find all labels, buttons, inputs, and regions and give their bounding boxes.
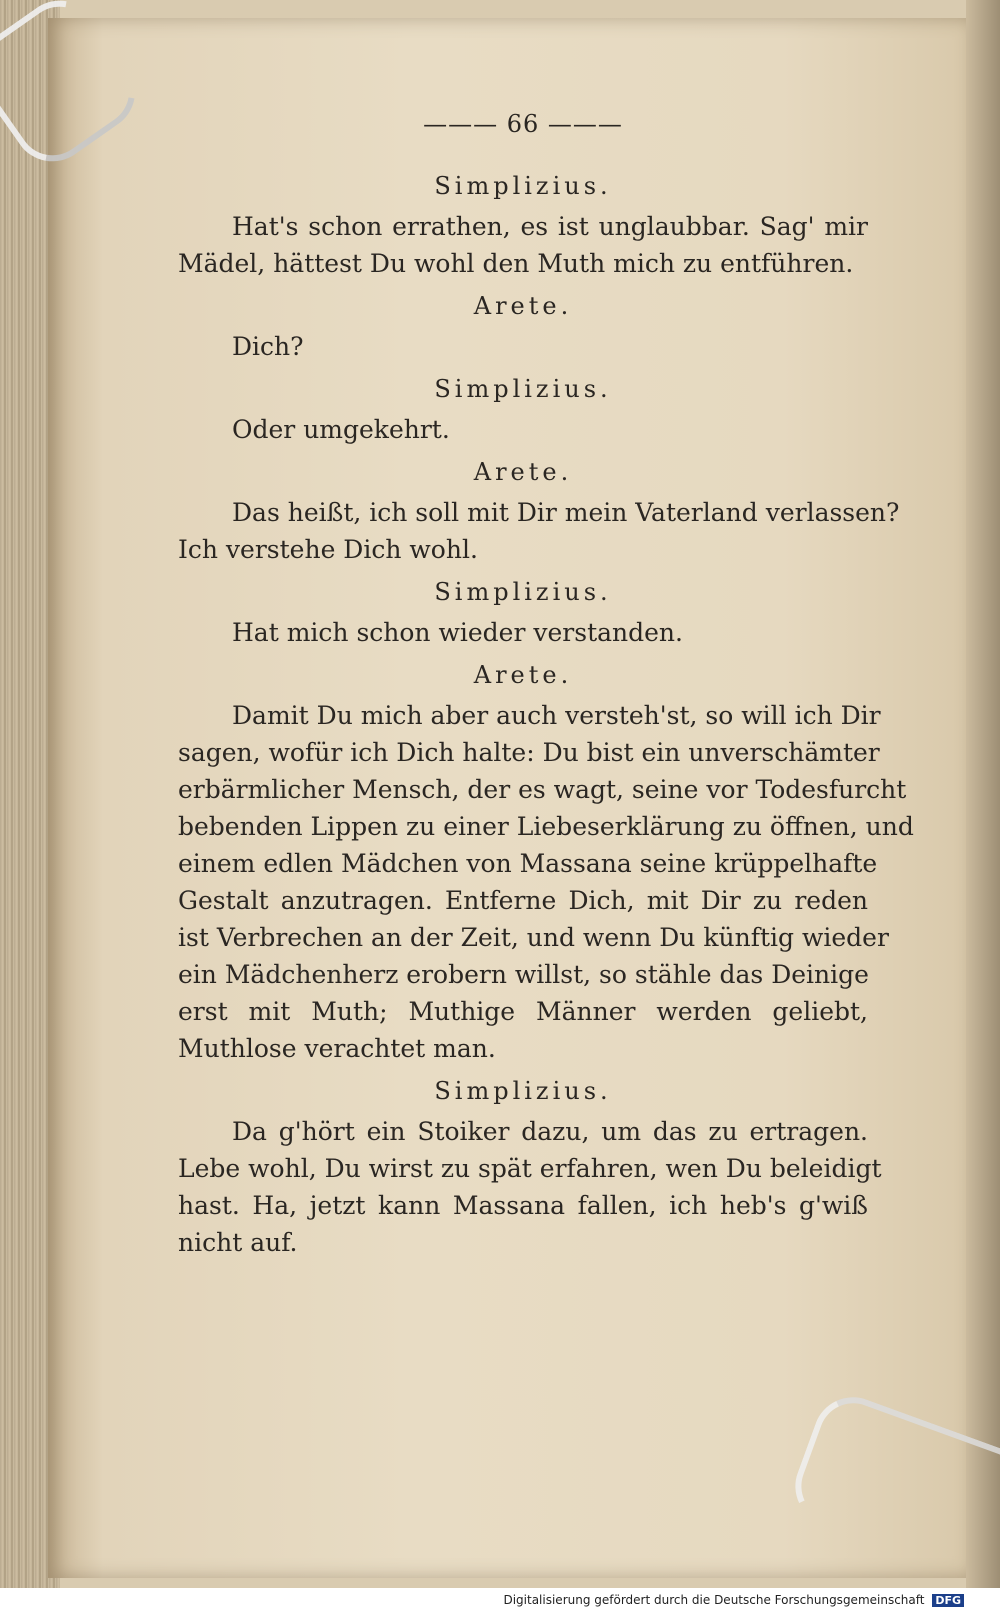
speaker-label: Simplizius.: [434, 172, 612, 200]
credit-text: Digitalisierung gefördert durch die Deutsche Forschungsgemeinschaft: [503, 1593, 925, 1607]
dialogue-line: bebenden Lippen zu einer Liebeserklärung zu öffnen, und: [178, 812, 914, 841]
speaker-label: Arete.: [473, 458, 573, 486]
dfg-credit: [503, 1593, 964, 1607]
speaker-label: Arete.: [473, 292, 573, 320]
dialogue-line: erbärmlicher Mensch, der es wagt, seine vor Todesfurcht: [178, 775, 907, 804]
dialogue-line: erst mit Muth; Muthige Männer werden geliebt,: [178, 997, 868, 1026]
dialogue-line: Hat's schon errathen, es ist unglaubbar. Sag' mir: [232, 212, 868, 241]
dialogue-line: einem edlen Mädchen von Massana seine krüppelhafte: [178, 849, 878, 878]
speaker-label: Simplizius.: [434, 375, 612, 403]
speaker-label: Simplizius.: [434, 578, 612, 606]
dialogue-line: Lebe wohl, Du wirst zu spät erfahren, wen Du beleidigt: [178, 1154, 882, 1183]
speaker-label: Simplizius.: [434, 1077, 612, 1105]
page-number: ——— 66 ———: [423, 110, 623, 138]
dfg-logo-icon: DFG: [932, 1594, 964, 1607]
dialogue-line: nicht auf.: [178, 1228, 298, 1257]
dialogue-line: ist Verbrechen an der Zeit, und wenn Du künftig wieder: [178, 923, 889, 952]
dialogue-line: Muthlose verachtet man.: [178, 1034, 496, 1063]
dialogue-line: Hat mich schon wieder verstanden.: [232, 618, 683, 647]
footer-strip: [0, 1588, 1000, 1610]
page-text: [178, 110, 914, 1261]
dialogue-line: Mädel, hättest Du wohl den Muth mich zu entführen.: [178, 249, 854, 278]
dialogue-line: Oder umgekehrt.: [232, 415, 450, 444]
dialogue-line: ein Mädchenherz erobern willst, so stähle das Deinige: [178, 960, 869, 989]
dialogue-line: Gestalt anzutragen. Entferne Dich, mit Dir zu reden: [178, 886, 868, 915]
dialogue-line: hast. Ha, jetzt kann Massana fallen, ich heb's g'wiß: [178, 1191, 868, 1220]
speaker-label: Arete.: [473, 661, 573, 689]
dialogue-line: Damit Du mich aber auch versteh'st, so will ich Dir: [232, 701, 881, 730]
dialogue-line: Das heißt, ich soll mit Dir mein Vaterland verlassen?: [232, 498, 900, 527]
dialogue-line: Da g'hört ein Stoiker dazu, um das zu ertragen.: [232, 1117, 868, 1146]
book-cover-edge: [966, 0, 1000, 1610]
dialogue-line: sagen, wofür ich Dich halte: Du bist ein unverschämter: [178, 738, 880, 767]
dialogue-line: Ich verstehe Dich wohl.: [178, 535, 478, 564]
dialogue-line: Dich?: [232, 332, 304, 361]
